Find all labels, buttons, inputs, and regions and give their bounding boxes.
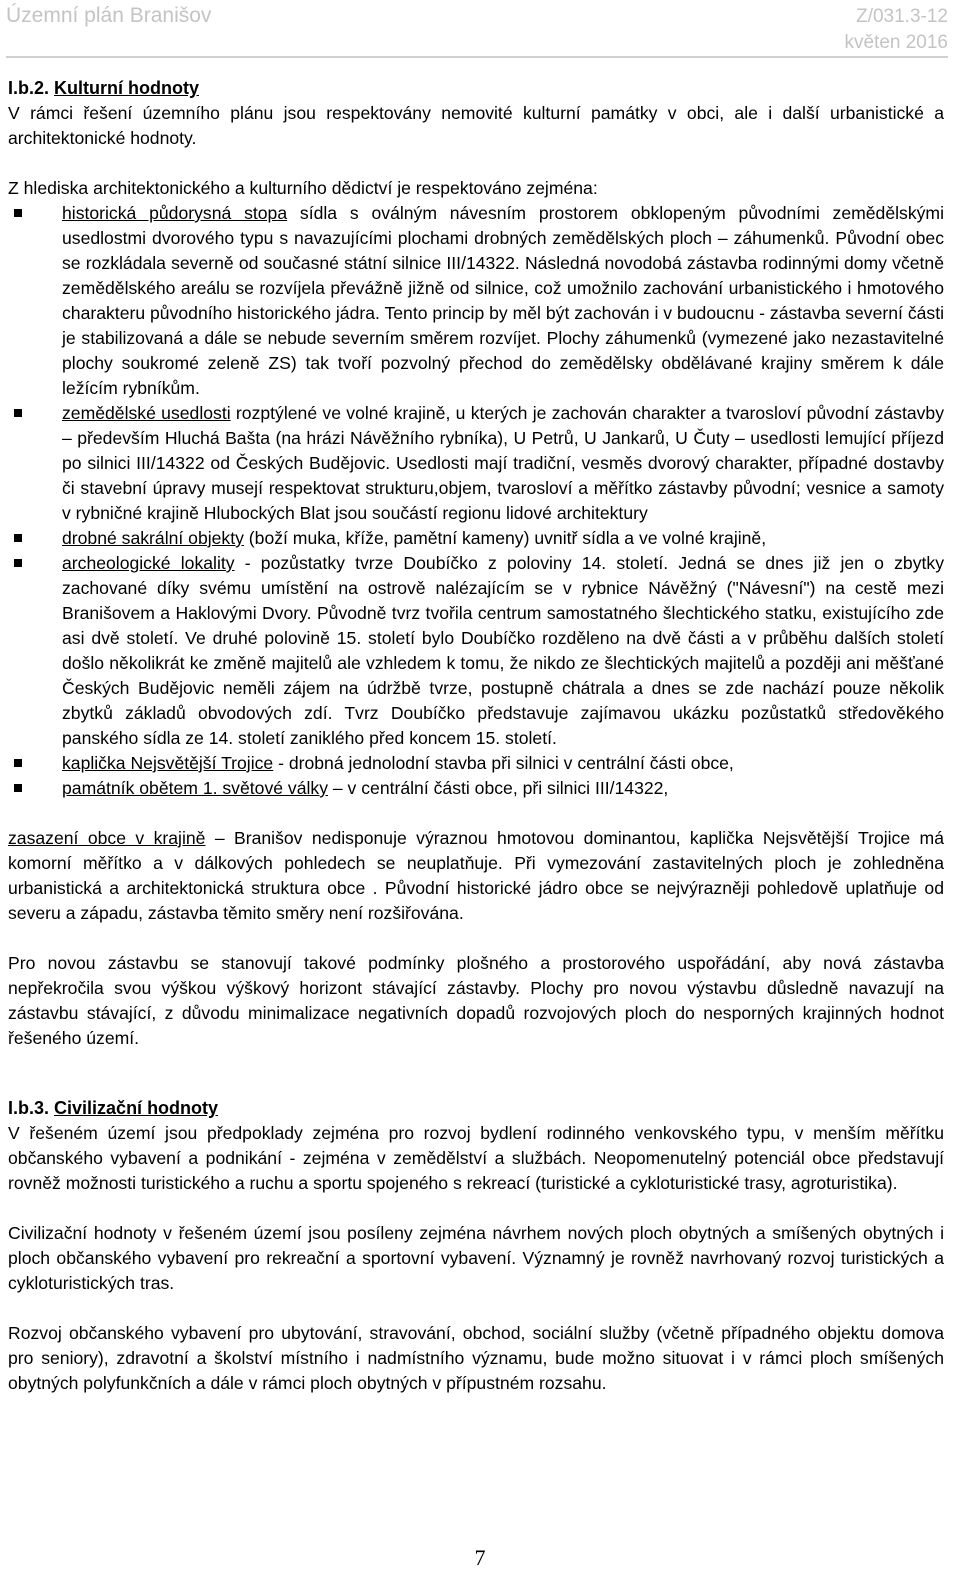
list-item-text: – v centrální části obce, při silnici III/14322, [328,778,669,798]
paragraph-term: zasazení obce v krajině [8,828,206,848]
page-content [8,72,944,1396]
section-number: I.b.3. [8,1098,50,1118]
square-bullet-icon [14,559,22,567]
document-date: květen 2016 [844,32,948,53]
new-development-paragraph: Pro novou zástavbu se stanovují takové podmínky plošného a prostorového uspořádání, aby nová zástavba nepřekročila svou výškou výškový horizont stávající zástavby. Plochy pro novou výstavbu důsledně navazují na zástavbu stávající, z důvodu minimalizace negativních dopadů rozvojových ploch do nesporných krajinných hodnot řešeného území. [8,953,944,1048]
landscape-paragraph [8,826,944,926]
section-heading-civilizacni [8,1096,944,1121]
section-heading-kulturni [8,76,944,101]
list-item-text: (boží muka, kříže, pamětní kameny) uvnitř sídla a ve volné krajině, [243,528,767,548]
intro-paragraph: V rámci řešení územního plánu jsou respektovány nemovité kulturní památky v obci, ale i další urbanistické a architektonické hodnoty. [8,103,944,148]
document-code: Z/031.3-12 [856,6,948,27]
document-meta [844,4,948,56]
list-item-text: - pozůstatky tvrze Doubíčko z poloviny 14. století. Jedná se dnes již jen o zbytky zachované díky svému umístění na ostrově nalézajícím se v rybnice Návěžný ("Návesní") na cestě mezi Branišovem a Haklovými Dvory. Původně tvrz tvořila centrum samostatného šlechtického statku, existujícího zde asi dvě století. Ve druhé polovině 15. století bylo Doubíčko rozděleno na dvě části a v průběhu dalších století došlo několikrát ke změně majitelů ale vzhledem k tomu, že nikdo ze šlechtických majitelů a později ani měšťané Českých Budějovic neměli zájem na údržbě tvrze, postupně chátrala a dnes se zde nachází pouze několik zbytků základů obvodových zdí. Tvrz Doubíčko představuje zajímavou ukázku pozůstatků středověkého panského sídla ze 14. století zaniklého před koncem 15. století. [62,553,944,748]
civil-paragraph-3: Rozvoj občanského vybavení pro ubytování, stravování, obchod, sociální služby (včetně případného objektu domova pro seniory), zdravotní a školství místního i nadmístního významu, bude možno situovat i v rámci ploch smíšených obytných polyfunkčních a dále v rámci ploch obytných v přípustném rozsahu. [8,1323,944,1393]
header-divider [6,56,948,58]
civil-paragraph-1: V řešeném území jsou předpoklady zejména pro rozvoj bydlení rodinného venkovského typu, v menším měřítku občanského vybavení a podnikání - zejména v zemědělství a službách. Neopomenutelný potenciál obce představují rovněž možnosti turistického a ruchu a sportu spojeného s rekreací (turistické a cykloturistické trasy, agroturistika). [8,1123,944,1193]
list-item-term: zemědělské usedlosti [62,403,231,423]
list-item-text: rozptýlené ve volné krajině, u kterých je zachován charakter a tvarosloví původní zástavby – především Hluchá Bašta (na hrázi Návěžního rybníka), U Petrů, U Jankarů, U Čuty – usedlosti lemující příjezd po silnici III/14322 od Českých Budějovic. Usedlosti mají tradiční, vesměs dvorový charakter, případné dostavby či stavební úpravy musejí respektovat strukturu,objem, tvarosloví a měřítko zástavby původní; vesnice a samoty v rybničné krajině Hlubockých Blat jsou součástí regionu lidové architektury [62,403,944,523]
list-item-term: archeologické lokality [62,553,235,573]
square-bullet-icon [14,534,22,542]
section-title: Civilizační hodnoty [54,1098,219,1118]
heritage-list [8,201,944,801]
list-item [8,526,944,551]
lead-paragraph: Z hlediska architektonického a kulturního dědictví je respektováno zejména: [8,178,598,198]
square-bullet-icon [14,409,22,417]
section-title: Kulturní hodnoty [54,78,199,98]
list-item [8,776,944,801]
paragraph-text: – Branišov nedisponuje výraznou hmotovou dominantou, kaplička Nejsvětější Trojice má komorní měřítko a v dálkových pohledech se neuplatňuje. Při vymezování zastavitelných ploch je zohledněna urbanistická a architektonická struktura obce . Původní historické jádro obce se nejvýrazněji pohledově uplatňuje od severu a západu, zástavba těmito směry není rozšiřována. [8,828,944,923]
list-item-term: historická půdorysná stopa [62,203,288,223]
page-header [6,0,948,52]
square-bullet-icon [14,209,22,217]
list-item-text: - drobná jednolodní stavba při silnici v centrální části obce, [273,753,734,773]
document-title: Územní plán Branišov [6,4,212,27]
square-bullet-icon [14,759,22,767]
list-item-term: památník obětem 1. světové války [62,778,328,798]
list-item [8,201,944,401]
page-number: 7 [474,1545,486,1570]
list-item [8,401,944,526]
civil-paragraph-2: Civilizační hodnoty v řešeném území jsou posíleny zejména návrhem nových ploch obytných a smíšených obytných i ploch občanského vybavení pro rekreační a sportovní vybavení. Významný je rovněž navrhovaný rozvoj turistických a cykloturistických tras. [8,1223,944,1293]
list-item-text: sídla s oválným návesním prostorem obklopeným původními zemědělskými usedlostmi dvorového typu s navazujícími plochami drobných zemědělských ploch – záhumenků. Původní obec se rozkládala severně od současné státní silnice III/14322. Následná novodobá zástavba rodinnými domy včetně zemědělského areálu se rozvíjela převážně jižně od silnice, což umožnilo zachování urbanistického i hmotového charakteru původního historického jádra. Tento princip by měl být zachován i v budoucnu - zástavba severní části je stabilizovaná a dále se nebude severním směrem rozvíjet. Plochy záhumenků (vymezené jako nezastavitelné plochy soukromé zeleně ZS) tak tvoří pozvolný přechod do zemědělsky obdělávané krajiny směrem k dále ležícím rybníkům. [62,203,944,398]
section-number: I.b.2. [8,78,50,98]
list-item-term: kaplička Nejsvětější Trojice [62,753,274,773]
square-bullet-icon [14,784,22,792]
list-item-term: drobné sakrální objekty [62,528,244,548]
list-item [8,551,944,751]
list-item [8,751,944,776]
